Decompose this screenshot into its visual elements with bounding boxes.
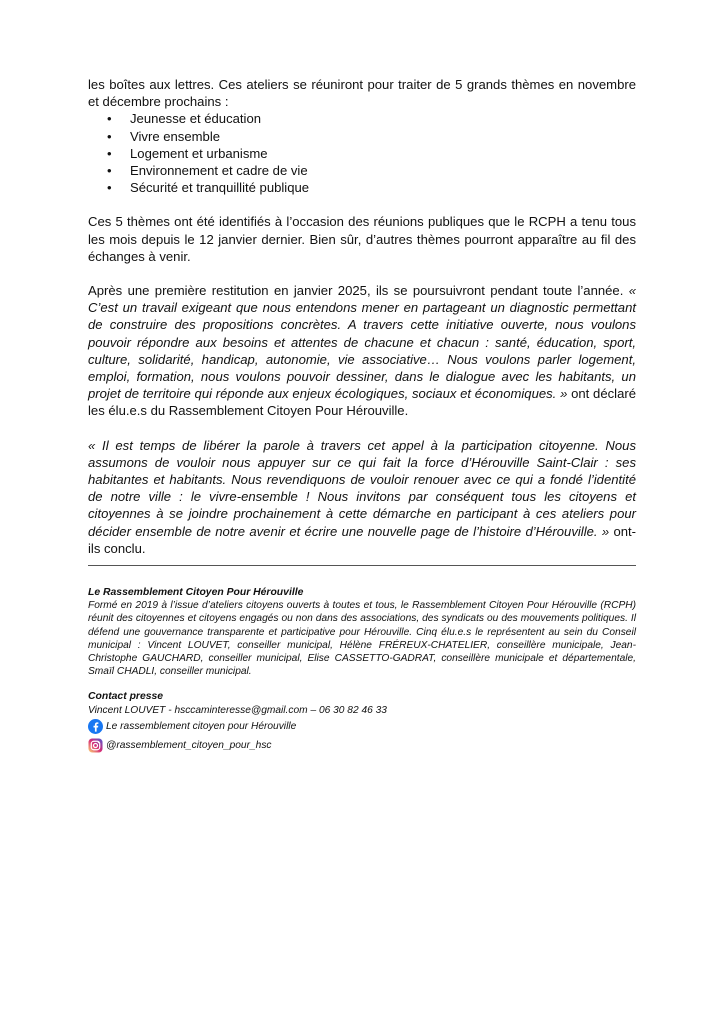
theme-label: Jeunesse et éducation: [130, 111, 262, 127]
facebook-link[interactable]: [88, 717, 636, 736]
theme-label: Environnement et cadre de vie: [130, 163, 308, 179]
list-item: [107, 162, 636, 179]
bullet: •: [107, 180, 112, 196]
declaration-quote: « C’est un travail exigeant que nous entendons mener en partageant un diagnostic permettant de construire des propositions concrètes. A travers cette initiative ouverte, nous voulons pouvoir répondre aux besoins et attentes de chacune et chacun : santé, éducation, sport, culture, solidarité, handicap, autonomie, vie associative… Nous voulons parler logement, emploi, formation, nous voulons pouvoir dessiner, dans le dialogue avec les habitants, un projet de territoire qui réponde aux enjeux écologiques, sociaux et économiques. »: [88, 283, 637, 402]
org-title: Le Rassemblement Citoyen Pour Hérouville: [88, 587, 304, 598]
list-item: [107, 179, 636, 196]
facebook-label: Le rassemblement citoyen pour Hérouville: [106, 720, 297, 732]
declaration-lead: Après une première restitution en janvier 2025, ils se poursuivront pendant toute l’année.: [88, 283, 624, 299]
press-contact: [88, 690, 636, 754]
footer: [88, 586, 636, 755]
declaration-paragraph: [88, 282, 636, 420]
themes-paragraph: Ces 5 thèmes ont été identifiés à l’occasion des réunions publiques que le RCPH a tenu tous les mois depuis le 12 janvier dernier. Bien sûr, d’autres thèmes pourront apparaître au fil des échanges à venir.: [88, 214, 636, 264]
bullet: •: [107, 128, 112, 144]
list-item: [107, 145, 636, 162]
declaration-attribution: ont déclaré les élu.e.s du Rassemblement Citoyen Pour Hérouville.: [88, 386, 636, 419]
conclusion-paragraph: [88, 437, 636, 557]
instagram-icon: [88, 738, 103, 753]
contact-line: Vincent LOUVET - hsccaminteresse@gmail.com – 06 30 82 46 33: [88, 704, 387, 716]
theme-label: Logement et urbanisme: [130, 145, 268, 161]
bullet: •: [107, 163, 112, 179]
list-item: [107, 110, 636, 127]
instagram-label: @rassemblement_citoyen_pour_hsc: [106, 739, 272, 751]
list-item: [107, 128, 636, 145]
contact-title: Contact presse: [88, 691, 164, 703]
bullet: •: [107, 145, 112, 161]
intro-paragraph: les boîtes aux lettres. Ces ateliers se réuniront pour traiter de 5 grands thèmes en novembre et décembre prochains :: [88, 77, 636, 110]
facebook-icon: [88, 719, 103, 734]
conclusion-attribution: ont-ils conclu.: [88, 523, 636, 556]
themes-list: [88, 110, 636, 196]
separator-line: [88, 565, 636, 566]
document-body: [88, 76, 636, 557]
org-description: Formé en 2019 à l’issue d’ateliers citoyens ouverts à toutes et tous, le Rassemblement Citoyen Pour Hérouville (RCPH) réunit des citoyennes et citoyens engagés ou non dans des associations, des syndicats ou des mouvements politiques. Il défend une gouvernance transparente et participative pour Hérouville. Cinq élu.e.s le représentent au sein du Conseil municipal : Vincent LOUVET, conseiller municipal, Hélène FRÉREUX-CHATELIER, conseillère municipale, Jean-Christophe GAUCHARD, conseiller municipal, Elise CASSETTO-GADRAT, conseillère municipale et départementale, Smaïl CHADLI, conseiller municipal.: [88, 600, 636, 678]
theme-label: Vivre ensemble: [130, 128, 221, 144]
instagram-link[interactable]: [88, 736, 636, 755]
bullet: •: [107, 111, 112, 127]
theme-label: Sécurité et tranquillité publique: [130, 180, 310, 196]
conclusion-quote: « Il est temps de libérer la parole à travers cet appel à la participation citoyenne. Nous assumons de vouloir nous appuyer sur ce qui fait la force d’Hérouville Saint-Clair : ses habitantes et habitants. Nous revendiquons de vouloir renouer avec ce qui a fondé l’identité de notre ville : le vivre-ensemble ! Nous invitons par conséquent tous les citoyens et citoyennes à se joindre prochainement à cette démarche en participant à ces ateliers pour décider ensemble de notre avenir et écrire une nouvelle page de l’histoire d’Hérouville. »: [88, 437, 636, 539]
